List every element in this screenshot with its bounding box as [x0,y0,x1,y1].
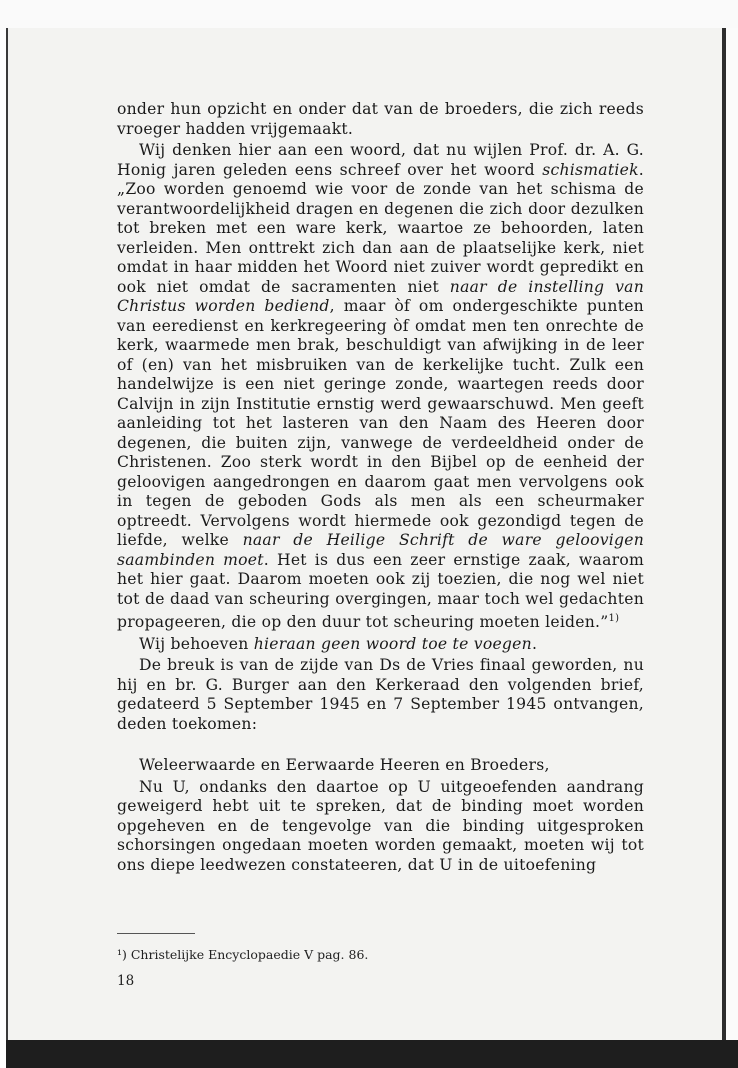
text-run: Nu U, ondanks den daartoe op U uitgeoefenden aandrang geweigerd hebt uit te spreken, dat de binding moet worden opgeheven en de tengevolge van die binding uitgesproken schorsingen ongedaan moeten worden gemaakt, moeten wij tot ons diepe leedwezen constateeren, dat U in de uitoefening [117,777,644,874]
text-run: , maar òf om ondergeschikte punten van eeredienst en kerkregeering òf omdat men ten onrechte de kerk, waarmede men brak, beschuldigt van afwijking in de leer of (en) van het misbruiken van de kerkelijke tucht. Zulk een handelwijze is een niet geringe zonde, waartegen reeds door Calvijn in zijn Institutie ernstig werd gewaarschuwd. Men geeft aanleiding tot het lasteren van den Naam des Heeren door degenen, die buiten zijn, vanwege de verdeeldheid onder de Christenen. Zoo sterk wordt in den Bijbel op de eenheid der geloovigen aangedrongen en daarom gaat men vervolgens ook in tegen de geboden Gods als men als een scheurmaker optreedt. Vervolgens wordt hiermede ook gezondigd tegen de liefde, welke [117,297,644,549]
footnote-rule [117,933,195,934]
scan-bottom-edge [6,1040,738,1068]
text-run: Wij behoeven [139,634,254,653]
paragraph-breach [117,656,644,734]
italic-run: schismatiek [542,160,639,179]
footnote-ref: 1) [608,613,620,624]
italic-run: naar de Heilige Schrift de ware geloovigen saambinden moet [117,531,645,569]
paragraph-comment [117,635,644,655]
paragraph-intro [117,100,644,139]
scan-background [0,0,738,30]
text-run: . [531,634,538,653]
page-number: 18 [117,973,135,989]
text-run: Weleerwaarde en Eerwaarde Heeren en Broeders, [139,756,550,775]
text-run: . Het is dus een zeer ernstige zaak, waarom het hier gaat. Daarom moeten ook zij toezien, die nog wel niet tot de daad van scheuring overgingen, maar toch wel gedachten propageeren, die op den duur tot scheuring moeten leiden.” [117,550,644,632]
body-text [117,100,644,875]
italic-run: hieraan geen woord toe te voegen [253,634,532,653]
text-run: De breuk is van de zijde van Ds de Vries finaal geworden, nu hij en br. G. Burger aan den Kerkeraad den volgenden brief, gedateerd 5 September 1945 en 7 September 1945 ontvangen, deden toekomen: [117,656,644,733]
footnote: ¹) Christelijke Encyclopaedie V pag. 86. [117,947,369,962]
text-run: . „Zoo worden genoemd wie voor de zonde van het schisma de verantwoordelijkheid dragen en degenen die zich door dezulken tot breken met een ware kerk, waartoe ze behoorden, laten verleiden. Men onttrekt zich dan aan de plaatselijke kerk, niet omdat in haar midden het Woord niet zuiver wordt gepredikt en ook niet omdat de sacramenten niet [117,160,644,296]
italic-run: naar de instelling van Christus worden bediend [117,277,644,315]
text-run: onder hun opzicht en onder dat van de broeders, die zich reeds vroeger hadden vrijgemaakt. [117,100,644,138]
scan-margin [726,28,738,1040]
text-run: Wij denken hier aan een woord, dat nu wijlen Prof. dr. A. G. Honig jaren geleden eens schreef over het woord [117,141,644,179]
paragraph-quote [117,141,644,633]
letter-body [117,778,644,876]
letter-salutation [117,756,644,776]
